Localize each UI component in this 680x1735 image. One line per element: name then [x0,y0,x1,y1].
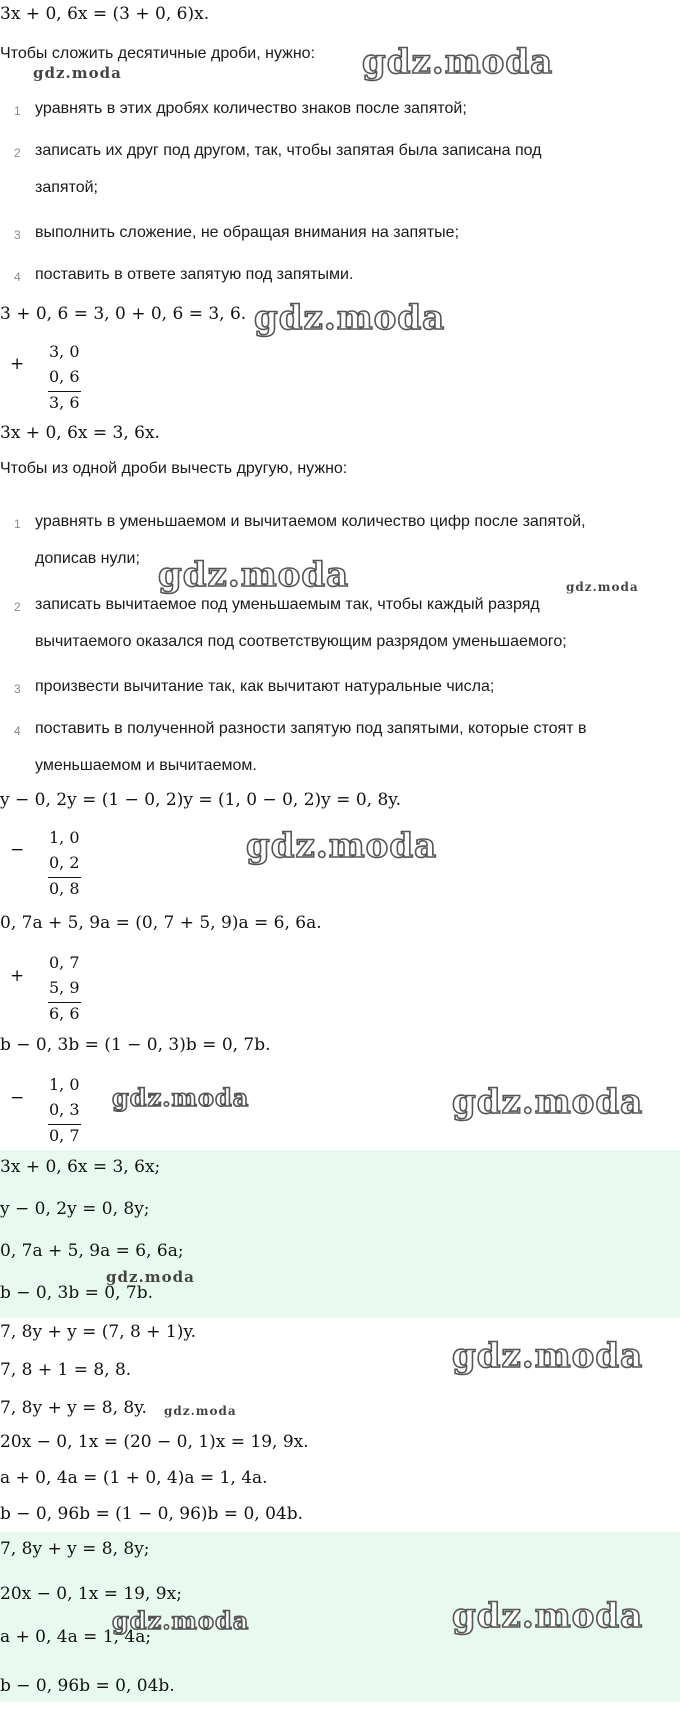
list-item-continuation: дописав нули; [35,550,140,567]
list-item: уравнять в этих дробях количество знаков после запятой; [35,100,467,117]
watermark-logo: gdz.moda [452,1596,644,1636]
watermark-logo: gdz.moda [566,580,639,594]
watermark-logo: gdz.moda [246,826,438,866]
list-item-continuation: запятой; [35,179,98,196]
equation-a: 0, 7a + 5, 9a = (0, 7 + 5, 9)a = 6, 6a. [0,913,322,933]
sum-result: 3, 6 [49,393,80,412]
equation-line: 20x − 0, 1x = (20 − 0, 1)x = 19, 9x. [0,1432,309,1452]
list-item-continuation: вычитаемого оказался под соответствующим разрядом уменьшаемого; [35,633,567,650]
difference-line [48,877,81,878]
list-item-continuation: уменьшаемом и вычитаемом. [35,757,257,774]
answer-line: 7, 8y + y = 8, 8y; [0,1539,150,1559]
watermark-logo: gdz.moda [452,1082,644,1122]
answer-line: 0, 7a + 5, 9a = 6, 6a; [0,1241,184,1261]
list-item: выполнить сложение, не обращая внимания на запятые; [35,224,460,241]
watermark-logo: gdz.moda [164,1404,237,1418]
watermark-logo: gdz.moda [362,42,554,82]
answer-line: b − 0, 3b = 0, 7b. [0,1283,154,1303]
addend-top: 0, 7 [49,953,80,972]
equation-line: 7, 8 + 1 = 8, 8. [0,1360,132,1380]
minuend: 1, 0 [49,828,80,847]
list-item-number: 4 [14,270,21,284]
sum-line [48,1002,81,1003]
answer-line: 20x − 0, 1x = 19, 9x; [0,1584,182,1604]
addend-bottom: 0, 6 [49,367,80,386]
list-item-number: 2 [14,600,21,614]
subtraction-rule-title: Чтобы из одной дроби вычесть другую, нужно: [0,460,348,477]
equation-b: b − 0, 3b = (1 − 0, 3)b = 0, 7b. [0,1035,271,1055]
plus-sign: + [10,354,25,374]
equation-line: 7, 8y + y = (7, 8 + 1)y. [0,1322,197,1342]
list-item: произвести вычитание так, как вычитают натуральные числа; [35,678,495,695]
list-item-number: 2 [14,146,21,160]
answer-line: 3x + 0, 6x = 3, 6x; [0,1157,161,1177]
watermark-logo: gdz.moda [254,298,446,338]
equation-line: b − 0, 96b = (1 − 0, 96)b = 0, 04b. [0,1504,303,1524]
difference-line [48,1124,81,1125]
answer-line: y − 0, 2y = 0, 8y; [0,1199,150,1219]
watermark-logo: gdz.moda [452,1336,644,1376]
answer-line: a + 0, 4a = 1, 4a; [0,1627,152,1647]
difference-result: 0, 8 [49,879,80,898]
watermark-logo: gdz.moda [112,1083,250,1112]
addend-top: 3, 0 [49,342,80,361]
list-item: поставить в полученной разности запятую под запятыми, которые стоят в [35,720,587,737]
equation-result: 3x + 0, 6x = 3, 6x. [0,423,160,443]
minus-sign: − [10,840,25,860]
equation-intro: 3x + 0, 6x = (3 + 0, 6)x. [0,4,210,24]
list-item: записать их друг под другом, так, чтобы запятая была записана под [35,142,542,159]
difference-result: 0, 7 [49,1126,80,1145]
list-item-number: 1 [14,104,21,118]
subtrahend: 0, 3 [49,1100,80,1119]
minuend: 1, 0 [49,1075,80,1094]
subtrahend: 0, 2 [49,853,80,872]
list-item-number: 3 [14,682,21,696]
watermark-logo: gdz.moda [106,1268,195,1286]
watermark-logo: gdz.moda [33,64,122,82]
minus-sign: − [10,1088,25,1108]
addition-rule-title: Чтобы сложить десятичные дроби, нужно: [0,45,316,62]
equation-line: 7, 8y + y = 8, 8y. [0,1398,147,1418]
watermark-logo: gdz.moda [158,555,350,595]
watermark-logo: gdz.moda [112,1606,250,1635]
list-item: записать вычитаемое под уменьшаемым так, чтобы каждый разряд [35,596,540,613]
equation-y: y − 0, 2y = (1 − 0, 2)y = (1, 0 − 0, 2)y = 0, 8y. [0,790,402,810]
list-item-number: 4 [14,724,21,738]
addend-bottom: 5, 9 [49,978,80,997]
list-item-number: 1 [14,517,21,531]
equation-sum: 3 + 0, 6 = 3, 0 + 0, 6 = 3, 6. [0,304,247,324]
list-item: уравнять в уменьшаемом и вычитаемом количество цифр после запятой, [35,513,586,530]
sum-result: 6, 6 [49,1004,80,1023]
list-item: поставить в ответе запятую под запятыми. [35,266,354,283]
equation-line: a + 0, 4a = (1 + 0, 4)a = 1, 4a. [0,1468,268,1488]
sum-line [48,391,81,392]
answer-line: b − 0, 96b = 0, 04b. [0,1676,175,1696]
list-item-number: 3 [14,228,21,242]
plus-sign: + [10,966,25,986]
